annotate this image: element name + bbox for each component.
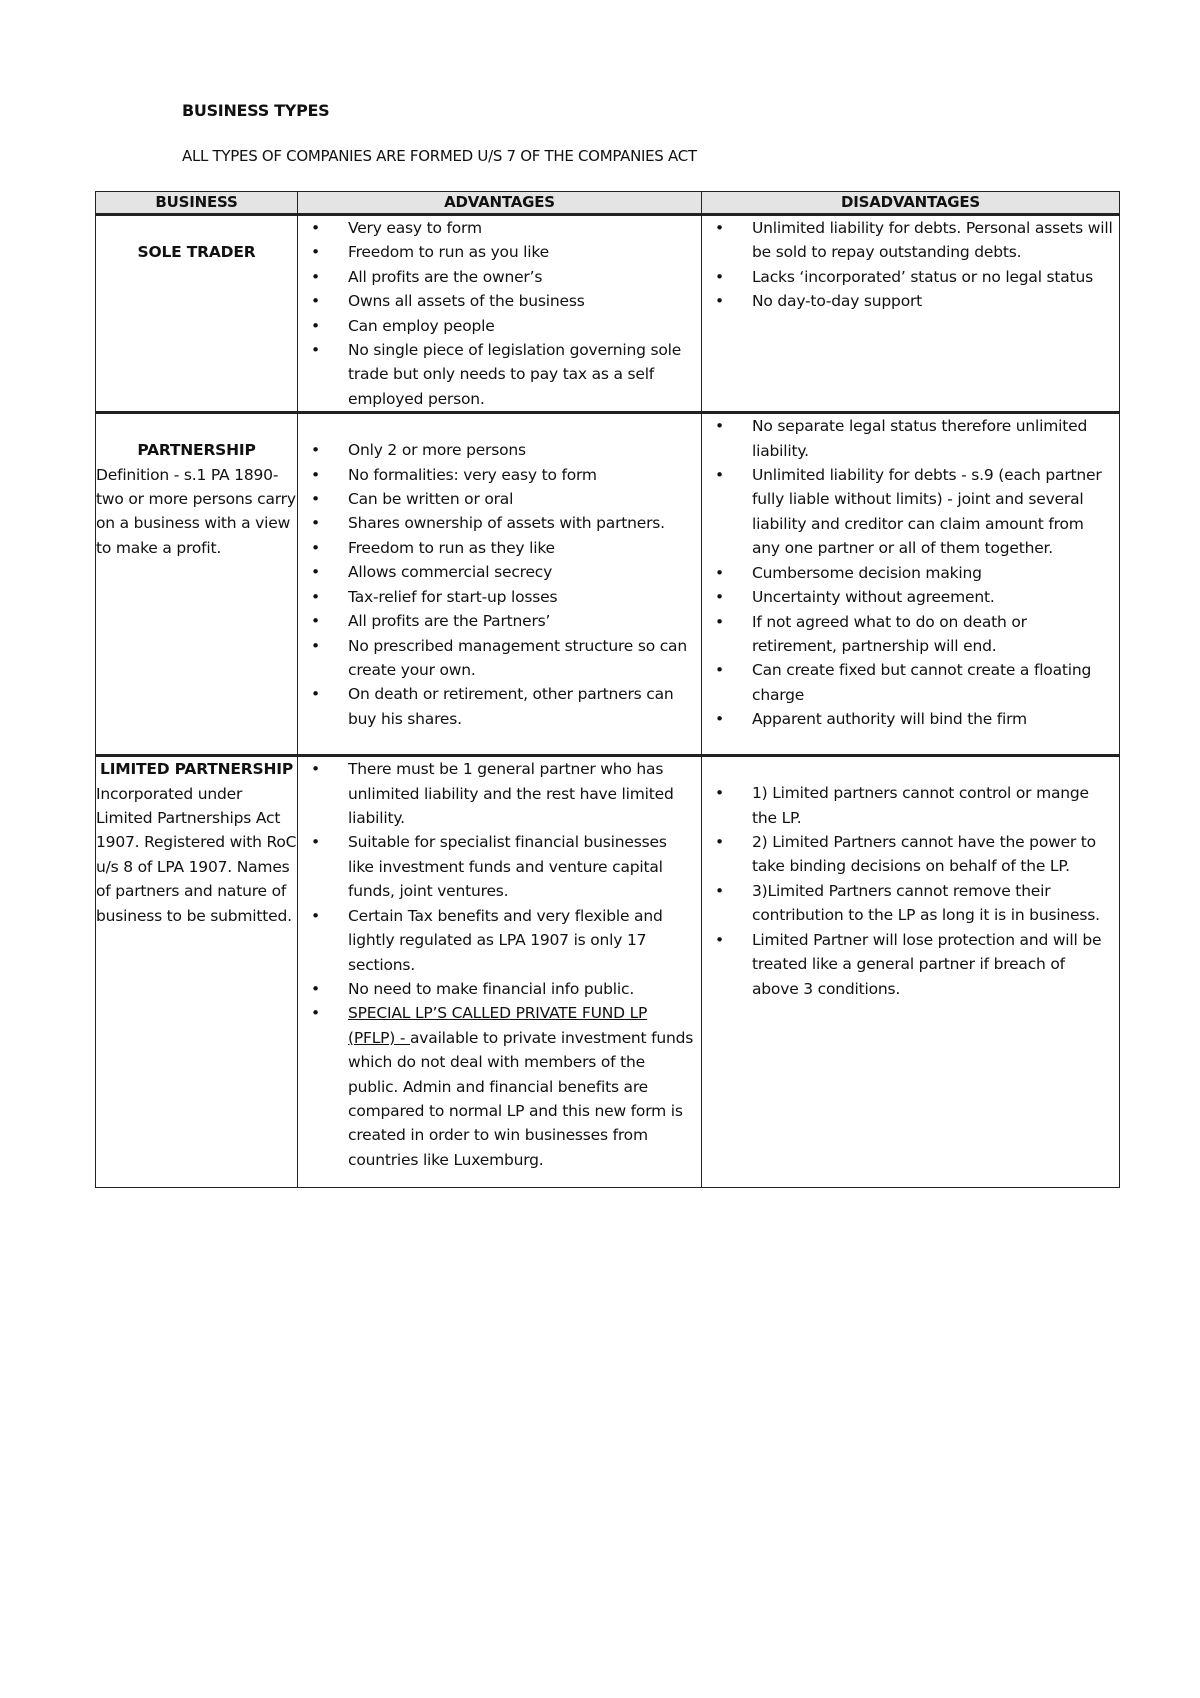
list-item: • 2) Limited Partners cannot have the power to take binding decisions on behalf of the LP.	[702, 830, 1113, 879]
disadvantages-list	[702, 414, 1119, 731]
list-item: • Limited Partner will lose protection and will be treated like a general partner if breach of above 3 conditions.	[702, 928, 1113, 1001]
list-item: • Can be written or oral	[298, 487, 695, 511]
business-types-table	[95, 191, 1120, 1188]
business-cell	[96, 413, 298, 756]
business-definition: Definition - s.1 PA 1890- two or more persons carry on a business with a view to make a profit.	[96, 465, 296, 557]
list-item: • Shares ownership of assets with partners.	[298, 511, 695, 535]
business-cell	[96, 756, 298, 1188]
list-item: • Freedom to run as you like	[298, 240, 695, 264]
list-item: • No need to make financial info public.	[298, 977, 695, 1001]
list-item: • 3)Limited Partners cannot remove their contribution to the LP as long it is in business.	[702, 879, 1113, 928]
list-item: • Unlimited liability for debts - s.9 (each partner fully liable without limits) - joint and several liability and creditor can claim amount from any one partner or all of them together.	[702, 463, 1113, 561]
disadvantages-cell	[702, 215, 1120, 413]
disadvantages-list	[702, 216, 1119, 314]
disadvantages-cell	[702, 413, 1120, 756]
list-item: • No separate legal status therefore unlimited liability.	[702, 414, 1113, 463]
disadvantages-cell	[702, 756, 1120, 1188]
business-name: LIMITED PARTNERSHIP	[100, 760, 293, 779]
list-item: • Very easy to form	[298, 216, 695, 240]
page-title: BUSINESS TYPES	[182, 101, 330, 120]
table-row-limited-partnership	[96, 756, 1120, 1188]
disadvantages-list	[702, 781, 1119, 1001]
list-item: • Lacks ‘incorporated’ status or no legal status	[702, 265, 1113, 289]
column-header-advantages: ADVANTAGES	[298, 192, 702, 215]
list-item: • Uncertainty without agreement.	[702, 585, 1113, 609]
list-item: • Cumbersome decision making	[702, 561, 1113, 585]
list-item: • No formalities: very easy to form	[298, 463, 695, 487]
business-definition: Incorporated under Limited Partnerships Act 1907. Registered with RoC u/s 8 of LPA 1907. Names of partners and nature of business to be submitted.	[96, 784, 297, 925]
list-item: • All profits are the owner’s	[298, 265, 695, 289]
list-item: • Only 2 or more persons	[298, 438, 695, 462]
column-header-business: BUSINESS	[96, 192, 298, 215]
business-name: PARTNERSHIP	[137, 441, 256, 460]
list-item: • 1) Limited partners cannot control or mange the LP.	[702, 781, 1113, 830]
list-item: • Unlimited liability for debts. Personal assets will be sold to repay outstanding debts.	[702, 216, 1113, 265]
list-item: • No day-to-day support	[702, 289, 1113, 313]
advantages-list	[298, 438, 701, 731]
advantages-cell	[298, 756, 702, 1188]
list-item: • Tax-relief for start-up losses	[298, 585, 695, 609]
list-item: • Can employ people	[298, 314, 695, 338]
list-item: • There must be 1 general partner who has unlimited liability and the rest have limited liability.	[298, 757, 695, 830]
special-lp-text: available to private investment funds which do not deal with members of the public. Admin and financial benefits are compared to normal LP and this new form is created in order to win businesses from countries like Luxemburg.	[348, 1028, 694, 1169]
column-header-disadvantages: DISADVANTAGES	[702, 192, 1120, 215]
list-item: • No single piece of legislation governing sole trade but only needs to pay tax as a self employed person.	[298, 338, 695, 411]
list-item: • No prescribed management structure so can create your own.	[298, 634, 695, 683]
advantages-list	[298, 757, 701, 1172]
list-item: • Apparent authority will bind the firm	[702, 707, 1113, 731]
table-row-sole-trader	[96, 215, 1120, 413]
list-item: • Freedom to run as they like	[298, 536, 695, 560]
special-lp-heading: SPECIAL LP’S CALLED PRIVATE FUND LP (PFLP) -	[348, 1004, 648, 1047]
list-item: • Can create fixed but cannot create a floating charge	[702, 658, 1113, 707]
list-item: • Owns all assets of the business	[298, 289, 695, 313]
business-cell	[96, 215, 298, 413]
list-item: • Allows commercial secrecy	[298, 560, 695, 584]
list-item: • Certain Tax benefits and very flexible and lightly regulated as LPA 1907 is only 17 sections.	[298, 904, 695, 977]
list-item	[298, 1001, 695, 1172]
table-row-partnership	[96, 413, 1120, 756]
page-subtitle: ALL TYPES OF COMPANIES ARE FORMED U/S 7 OF THE COMPANIES ACT	[182, 147, 697, 165]
list-item: • If not agreed what to do on death or retirement, partnership will end.	[702, 610, 1113, 659]
advantages-list	[298, 216, 701, 411]
advantages-cell	[298, 215, 702, 413]
list-item: • All profits are the Partners’	[298, 609, 695, 633]
list-item: • Suitable for specialist financial businesses like investment funds and venture capital funds, joint ventures.	[298, 830, 695, 903]
business-name: SOLE TRADER	[137, 243, 256, 261]
table-header-row	[96, 192, 1120, 215]
list-item: • On death or retirement, other partners can buy his shares.	[298, 682, 695, 731]
advantages-cell	[298, 413, 702, 756]
